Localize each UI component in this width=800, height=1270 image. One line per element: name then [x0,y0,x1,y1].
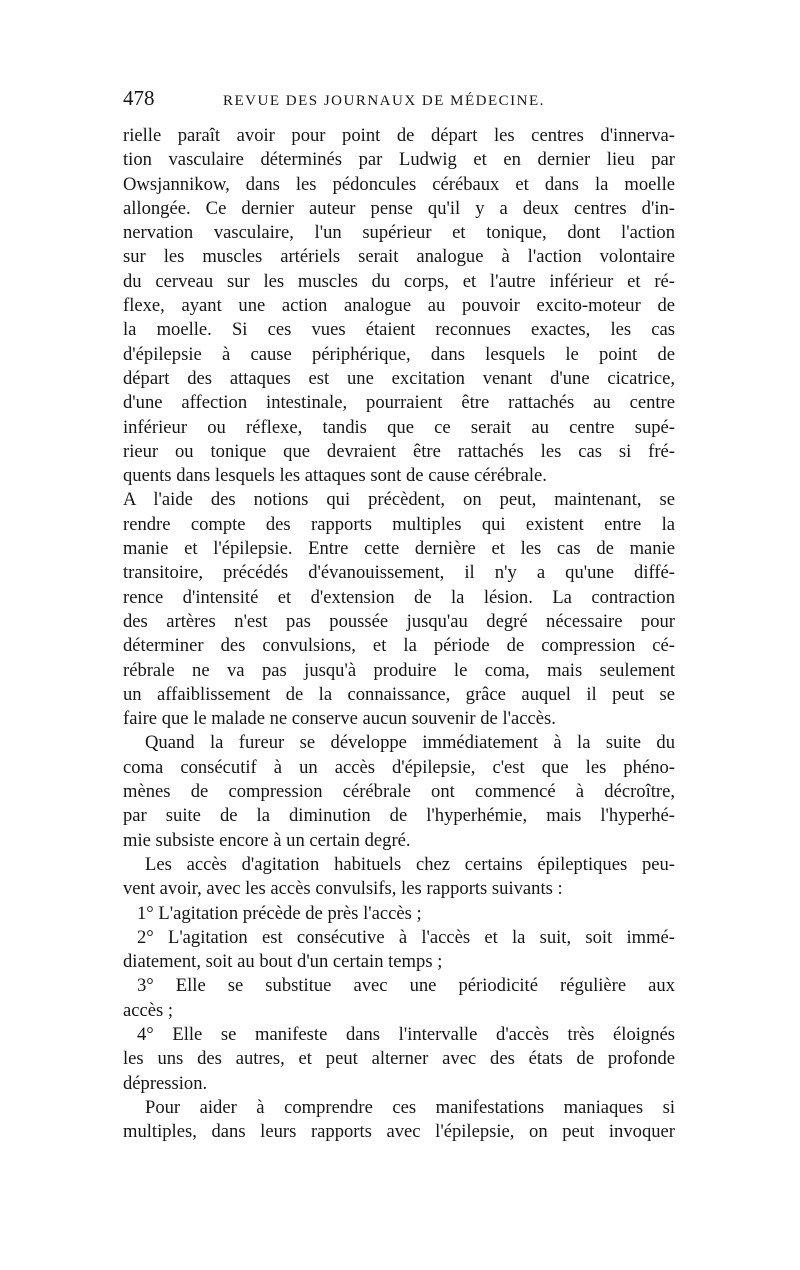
text-line: rielle paraît avoir pour point de départ les centres d'innerva- [123,125,675,146]
text-line: transitoire, précédés d'évanouissement, il n'y a qu'une diffé- [123,562,675,584]
text-line: d'une affection intestinale, pourraient être rattachés au centre [123,392,675,414]
page-header [123,86,675,112]
text-line: vent avoir, avec les accès convulsifs, les rapports suivants : [123,878,563,900]
list-item: 4° Elle se manifeste dans l'intervalle d'accès très éloignés [137,1023,675,1045]
text-line: nervation vasculaire, l'un supérieur et tonique, dont l'action [123,222,675,244]
list-item: 2° L'agitation est consécutive à l'accès et la suit, soit immé- [137,926,675,948]
text-line: par suite de la diminution de l'hyperhémie, mais l'hyperhé- [123,805,675,827]
text-line: des artères n'est pas poussée jusqu'au degré nécessaire pour [123,610,675,632]
text-line: d'épilepsie à cause périphérique, dans lesquels le point de [123,343,675,365]
text-line: du cerveau sur les muscles du corps, et l'autre inférieur et ré- [123,270,675,292]
text-line: manie et l'épilepsie. Entre cette dernière et les cas de manie [123,538,675,560]
text-line: multiples, dans leurs rapports avec l'épilepsie, on peut invoquer [123,1121,675,1143]
list-item: 3° Elle se substitue avec une périodicité régulière aux [137,975,675,997]
text-line: inférieur ou réflexe, tandis que ce serait au centre supé- [123,416,675,438]
body-text [123,124,675,1144]
text-line: un affaiblissement de la connaissance, grâce auquel il peut se [123,683,675,705]
text-line: coma consécutif à un accès d'épilepsie, c'est que les phéno- [123,756,675,778]
text-line: rébrale ne va pas jusqu'à produire le coma, mais seulement [123,659,675,681]
text-line: déterminer des convulsions, et la période de compression cé- [123,635,675,657]
running-title: REVUE DES JOURNAUX DE MÉDECINE. [223,93,545,109]
page-number: 478 [123,86,155,110]
text-line: Quand la fureur se développe immédiatement à la suite du [145,732,675,754]
text-line: mènes de compression cérébrale ont commencé à décroître, [123,781,675,803]
text-line: Les accès d'agitation habituels chez certains épileptiques peu- [145,853,675,875]
text-line: allongée. Ce dernier auteur pense qu'il y a deux centres d'in- [123,197,675,219]
text-line: rendre compte des rapports multiples qui existent entre la [123,513,675,535]
text-line: les uns des autres, et peut alterner avec des états de profonde [123,1048,675,1070]
text-line: Owsjannikow, dans les pédoncules cérébaux et dans la moelle [123,173,675,195]
text-line: flexe, ayant une action analogue au pouvoir excito-moteur de [123,295,675,317]
text-line: rieur ou tonique que devraient être rattachés les cas si fré- [123,440,675,462]
text-line: départ des attaques est une excitation venant d'une cicatrice, [123,367,675,389]
list-item: 1° L'agitation précède de près l'accès ; [137,902,422,924]
text-line: accès ; [123,999,174,1021]
text-line: sur les muscles artériels serait analogue à l'action volontaire [123,246,675,268]
text-line: A l'aide des notions qui précèdent, on peut, maintenant, se [123,489,675,511]
text-line: mie subsiste encore à un certain degré. [123,829,411,851]
text-line: quents dans lesquels les attaques sont de cause cérébrale. [123,465,547,487]
text-line: Pour aider à comprendre ces manifestations maniaques si [145,1096,675,1118]
book-page [123,86,675,1144]
text-line: diatement, soit au bout d'un certain temps ; [123,951,443,973]
text-line: rence d'intensité et d'extension de la lésion. La contraction [123,586,675,608]
text-line: dépression. [123,1072,208,1094]
text-line: tion vasculaire déterminés par Ludwig et en dernier lieu par [123,149,675,171]
text-line: la moelle. Si ces vues étaient reconnues exactes, les cas [123,319,675,341]
text-line: faire que le malade ne conserve aucun souvenir de l'accès. [123,708,556,730]
